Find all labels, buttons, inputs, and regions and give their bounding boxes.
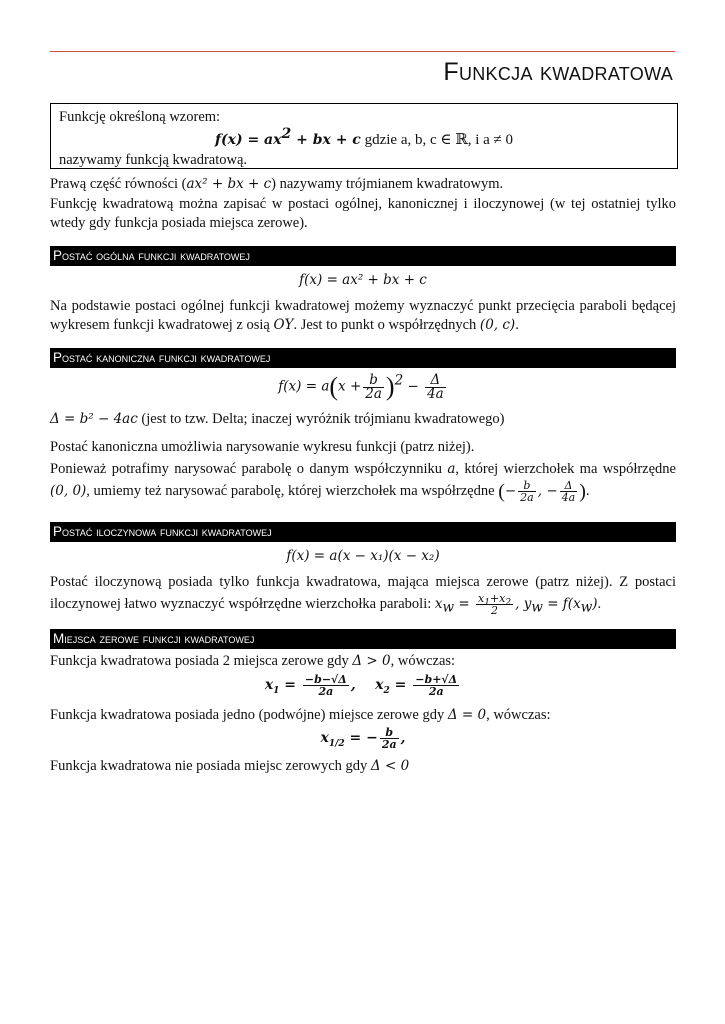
section-heading-zeros: Miejsca zerowe funkcji kwadratowej bbox=[50, 629, 676, 649]
one-zero-text: Funkcja kwadratowa posiada jedno (podwójne) miejsce zerowe gdy Δ = 0, wówczas: bbox=[50, 707, 551, 723]
product-formula: f(x) = a(x − x₁)(x − x₂) bbox=[286, 548, 440, 564]
definition-formula: $f(x) = ax^2$ + bx + c gdzie a, b, c ∈ ℝ, i a ≠ 0 bbox=[214, 126, 514, 148]
delta-definition: Δ = b² − 4ac (jest to tzw. Delta; inaczej wyróżnik trójmianu kwadratowego) bbox=[50, 411, 505, 427]
two-zeros-text: Funkcja kwadratowa posiada 2 miejsca zerowe gdy Δ > 0, wówczas: bbox=[50, 653, 456, 669]
definition-box bbox=[50, 103, 678, 169]
one-zero-formula: $x_{1/2}$ = − $\frac{b}{2a}$ , bbox=[320, 726, 406, 751]
no-zero-text: Funkcja kwadratowa nie posiada miejsc zerowych gdy Δ < 0 bbox=[50, 758, 410, 774]
top-rule bbox=[50, 51, 675, 52]
section-heading-canonical: Postać kanoniczna funkcji kwadratowej bbox=[50, 348, 676, 368]
canonical-formula: f(x) = a(x + $\frac{b}{2a}$ )$^2$ − $\frac{\Delta}{4a}$ bbox=[278, 371, 444, 402]
canonical-paragraph-1: Postać kanoniczna umożliwia narysowanie wykresu funkcji (patrz niżej). bbox=[50, 439, 475, 455]
product-paragraph: Postać iloczynową posiada tylko funkcja kwadratowa, mająca miejsca zerowe (patrz niżej). Z postaci iloczynowej łatwo wyznaczyć współrzędne wierzchołka paraboli: $x_w$ = $\frac{x_1+x_2}{2}$ , $y_w = f(x_w)$. bbox=[50, 574, 676, 617]
definition-outro: nazywamy funkcją kwadratową. bbox=[59, 152, 248, 168]
section-heading-product: Postać iloczynowa funkcji kwadratowej bbox=[50, 522, 676, 542]
trinomial-paragraph: Prawą część równości (ax² + bx + c) nazywamy trójmianem kwadratowym. bbox=[50, 176, 504, 192]
canonical-paragraph-2: Ponieważ potrafimy narysować parabolę o danym współczynniku a, której wierzchołek ma współrzędne (0, 0), umiemy też narysować parabolę, której wierzchołek ma współrzędne (− $\frac{b}{2a}$ , − $\frac{\Delta}{4a}$ ). bbox=[50, 461, 676, 505]
section-heading-general: Postać ogólna funkcji kwadratowej bbox=[50, 246, 676, 266]
general-paragraph: Na podstawie postaci ogólnej funkcji kwadratowej możemy wyznaczyć punkt przecięcia paraboli będącej wykresem funkcji kwadratowej z osią OY. Jest to punkt o współrzędnych (0, c). bbox=[50, 298, 676, 333]
two-zeros-formula: $x_1$ = $\frac{-b-√\Delta}{2a}$ , $x_2$ = $\frac{-b+√\Delta}{2a}$ bbox=[264, 673, 458, 698]
forms-paragraph: Funkcję kwadratową można zapisać w postaci ogólnej, kanonicznej i iloczynowej (w tej ostatniej tylko wtedy gdy funkcja posiada miejsca zerowe). bbox=[50, 196, 676, 231]
general-formula: f(x) = ax² + bx + c bbox=[299, 272, 427, 288]
definition-intro: Funkcję określoną wzorem: bbox=[59, 109, 221, 125]
page-title: Funkcja kwadratowa bbox=[443, 58, 673, 86]
